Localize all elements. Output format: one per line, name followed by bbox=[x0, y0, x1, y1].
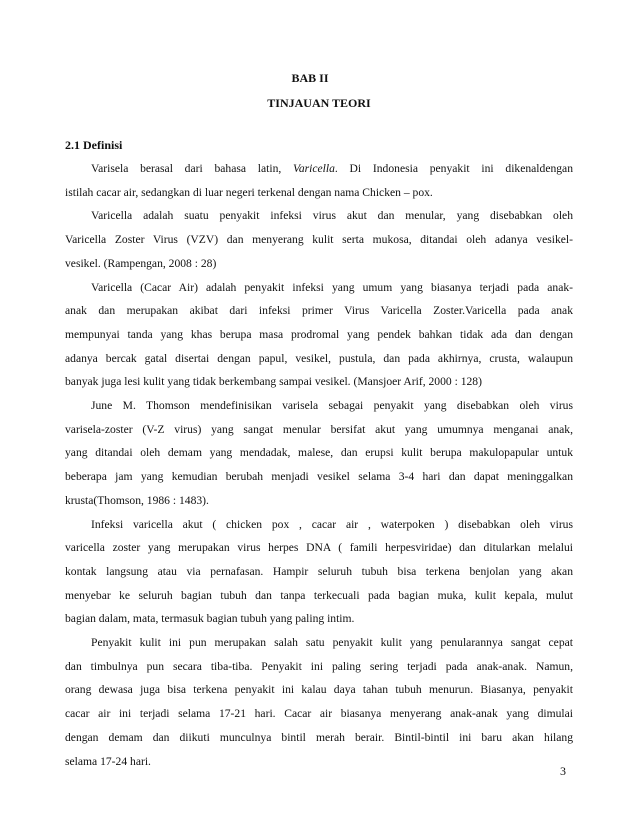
text-line: Penyakit kulit ini pun merupakan salah satu penyakit kulit yang penularannya sangat cepat bbox=[91, 636, 573, 649]
text-line: kontak langsung atau via pernafasan. Hampir seluruh tubuh bisa terkena benjolan yang akan bbox=[65, 564, 573, 578]
text-line: banyak juga lesi kulit yang tidak berkembang sampai vesikel. (Mansjoer Arif, 2000 : 128) bbox=[65, 375, 482, 389]
text-line: orang dewasa juga bisa terkena penyakit ini kalau daya tahan tubuh menurun. Biasanya, penyakit bbox=[65, 683, 573, 697]
text-line: Varicella (Cacar Air) adalah penyakit infeksi yang umum yang biasanya terjadi pada anak- bbox=[91, 280, 573, 294]
text-line: mempunyai tanda yang khas berupa masa prodromal yang pendek bahkan tidak ada dan dengan bbox=[65, 327, 573, 341]
text-line: beberapa jam yang kemudian berubah menjadi vesikel selama 3-4 hari dan dapat meninggalkan bbox=[65, 470, 573, 484]
section-heading: 2.1 Definisi bbox=[65, 138, 123, 152]
text-line: Varicella Zoster Virus (VZV) dan menyerang kulit serta mukosa, ditandai oleh adanya vesikel- bbox=[65, 233, 573, 247]
chapter-number: BAB II bbox=[291, 71, 329, 85]
text-line: selama 17-24 hari. bbox=[65, 754, 151, 768]
text-line: varisela-zoster (V-Z virus) yang sangat menular bersifat akut yang umumnya menganai anak, bbox=[65, 422, 573, 436]
text-line: yang ditandai oleh demam yang mendadak, malese, dan erupsi kulit berupa makulopapular untuk bbox=[65, 446, 573, 460]
text-line: menyebar ke seluruh bagian tubuh dan tanpa terkecuali pada bagian muka, kulit kepala, mulut bbox=[65, 588, 573, 602]
text-line: varicella zoster yang merupakan virus herpes DNA ( famili herpesviridae) dan ditularkan melalui bbox=[65, 541, 573, 555]
page-number: 3 bbox=[560, 764, 566, 778]
text-line: krusta(Thomson, 1986 : 1483). bbox=[65, 493, 209, 507]
text-line: June M. Thomson mendefinisikan varisela sebagai penyakit yang disebabkan oleh virus bbox=[91, 399, 573, 412]
text-line: Varicella adalah suatu penyakit infeksi virus akut dan menular, yang disebabkan oleh bbox=[91, 209, 573, 223]
text-line: cacar air ini terjadi selama 17-21 hari. Cacar air biasanya menyerang anak-anak yang dimulai bbox=[65, 707, 573, 721]
text-line: anak dan merupakan akibat dari infeksi primer Virus Varicella Zoster.Varicella pada anak bbox=[65, 304, 573, 318]
text-line: istilah cacar air, sedangkan di luar negeri terkenal dengan nama Chicken – pox. bbox=[65, 185, 433, 199]
text-line: Varisela berasal dari bahasa latin, Varicella. Di Indonesia penyakit ini dikenaldengan bbox=[91, 162, 573, 175]
text-line: bagian dalam, mata, termasuk bagian tubuh yang paling intim. bbox=[65, 612, 355, 626]
chapter-title: TINJAUAN TEORI bbox=[267, 96, 371, 110]
text-line: adanya bercak gatal disertai dengan papul, vesikel, pustula, dan pada akhirnya, crusta, walaupun bbox=[65, 351, 573, 365]
text-line: dengan demam dan diikuti munculnya bintil merah berair. Bintil-bintil ini baru akan hilang bbox=[65, 730, 573, 744]
text-line: vesikel. (Rampengan, 2008 : 28) bbox=[65, 256, 217, 270]
text-line: dan timbulnya pun secara tiba-tiba. Penyakit ini paling sering terjadi pada anak-anak. Namun, bbox=[65, 659, 573, 673]
text-line: Infeksi varicella akut ( chicken pox , cacar air , waterpoken ) disebabkan oleh virus bbox=[91, 517, 573, 531]
